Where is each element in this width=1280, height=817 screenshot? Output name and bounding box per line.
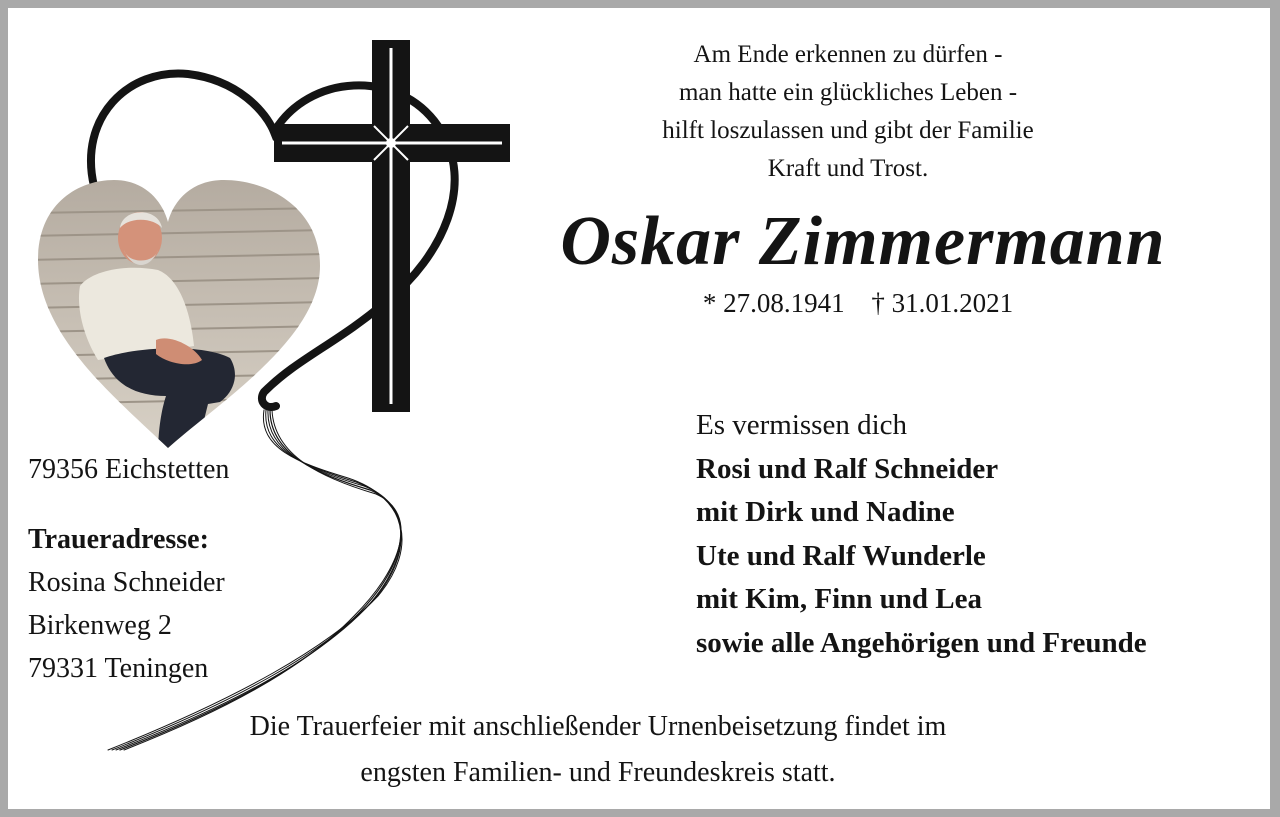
- mourners-block: [696, 404, 1147, 665]
- poem-line: man hatte ein glückliches Leben -: [678, 79, 1018, 106]
- mourner-line: mit Kim, Finn und Lea: [696, 583, 983, 615]
- birth-date: * 27.08.1941: [702, 288, 845, 318]
- deceased-name: Oskar Zimmermann: [560, 203, 1166, 280]
- address-line: Birkenweg 2: [28, 610, 172, 641]
- funeral-notice-line: engsten Familien- und Freundeskreis statt.: [360, 757, 836, 788]
- poem-line: Am Ende erkennen zu dürfen -: [693, 41, 1003, 68]
- poem-line: Kraft und Trost.: [767, 155, 929, 182]
- mourning-address: [28, 518, 225, 690]
- funeral-notice-line: Die Trauerfeier mit anschließender Urnenbeisetzung findet im: [249, 711, 947, 742]
- address-line: Rosina Schneider: [28, 567, 225, 598]
- death-date: † 31.01.2021: [871, 288, 1014, 318]
- mourner-line: sowie alle Angehörigen und Freunde: [696, 626, 1147, 659]
- mourner-line: mit Dirk und Nadine: [696, 496, 955, 528]
- poem-line: hilft loszulassen und gibt der Familie: [662, 117, 1034, 144]
- portrait-photo: [28, 168, 328, 458]
- mourner-line: Ute und Ralf Wunderle: [696, 539, 986, 572]
- mourners-intro: Es vermissen dich: [696, 409, 908, 441]
- mourning-address-label: Traueradresse:: [28, 524, 209, 555]
- life-dates: [528, 288, 1188, 319]
- obituary-card: [8, 8, 1270, 809]
- place-of-residence: 79356 Eichstetten: [28, 454, 230, 485]
- funeral-notice: [98, 704, 1098, 796]
- address-line: 79331 Teningen: [28, 653, 209, 684]
- poem: [508, 36, 1188, 188]
- mourner-line: Rosi und Ralf Schneider: [696, 452, 999, 485]
